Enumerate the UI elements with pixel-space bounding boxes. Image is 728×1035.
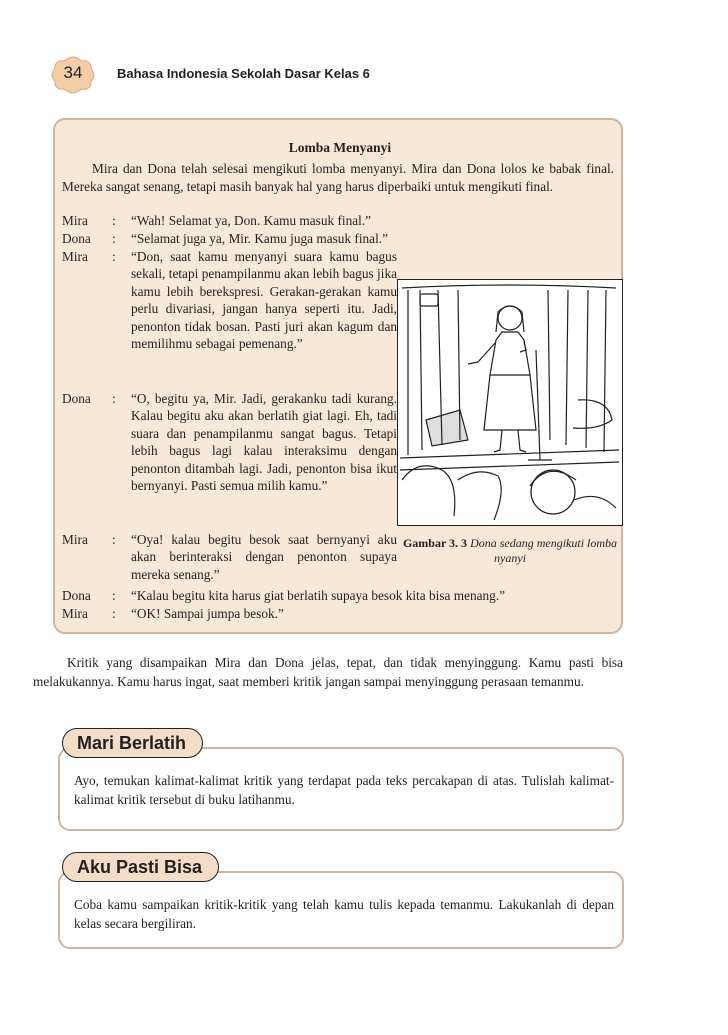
figure-caption [397,536,623,566]
speaker-colon: : [112,606,116,621]
speaker-colon: : [112,588,116,603]
figure-caption-text: Dona sedang mengikuti lomba nyanyi [470,536,618,565]
challenge-box [58,871,624,949]
story-intro: Mira dan Dona telah selesai mengikuti lomba menyanyi. Mira dan Dona lolos ke babak final. Mereka sangat senang, tetapi masih banyak hal yang harus diperbaiki untuk mengikuti final. [62,161,614,194]
page-number: 34 [63,63,83,82]
speaker-name: Mira [62,213,88,228]
speaker-name: Mira [62,532,88,547]
challenge-text: Coba kamu sampaikan kritik-kritik yang telah kamu tulis kepada temanmu. Lakukanlah di depan kelas secara bergiliran. [74,897,614,931]
speaker-colon: : [112,532,116,547]
speaker-colon: : [112,231,116,246]
exercise-heading: Mari Berlatih [62,728,203,758]
summary-paragraph: Kritik yang disampaikan Mira dan Dona jelas, tepat, dan tidak menyinggung. Kamu pasti bisa melakukannya. Kamu harus ingat, saat memberi kritik jangan sampai menyinggung perasaan temanmu. [33,655,623,689]
story-box [53,118,623,634]
dialogue-text: “Oya! kalau begitu besok saat bernyanyi aku akan berinteraksi dengan penonton supaya mereka senang.” [131,532,397,582]
dialogue-text: “Selamat juga ya, Mir. Kamu juga masuk final.” [131,231,389,246]
speaker-name: Mira [62,249,88,264]
dialogue-text: “OK! Sampai jumpa besok.” [131,606,284,621]
dialogue-text: “Kalau begitu kita harus giat berlatih supaya besok kita bisa menang.” [131,588,506,603]
dialogue-text: “Wah! Selamat ya, Don. Kamu masuk final.” [131,213,372,228]
figure-label: Gambar 3. 3 [402,536,468,550]
speaker-colon: : [112,391,116,406]
singing-contest-illustration [397,279,623,526]
speaker-name: Dona [62,391,91,406]
speaker-colon: : [112,249,116,264]
exercise-box [58,747,624,831]
speaker-colon: : [112,213,116,228]
challenge-heading: Aku Pasti Bisa [62,852,219,882]
page-number-badge [50,55,96,95]
dialogue-text: “O, begitu ya, Mir. Jadi, gerakanku tadi kurang. Kalau begitu aku akan berlatih giat lagi. Eh, tadi suara dan penampilanmu sangat bagus. Tetapi lebih bagus lagi kalau interaksimu dengan penonton ditambah lagi. Jadi, penonton bisa ikut bernyanyi. Pasti semua milih kamu.” [131,391,397,494]
story-title: Lomba Menyanyi [288,140,392,155]
speaker-name: Dona [62,231,91,246]
exercise-text: Ayo, temukan kalimat-kalimat kritik yang terdapat pada teks percakapan di atas. Tulislah kalimat-kalimat kritik tersebut di buku latihanmu. [74,773,614,807]
speaker-name: Dona [62,588,91,603]
speaker-name: Mira [62,606,88,621]
book-title: Bahasa Indonesia Sekolah Dasar Kelas 6 [117,66,370,81]
dialogue-text: “Don, saat kamu menyanyi suara kamu bagus sekali, tetapi penampilanmu akan lebih bagus jika kamu lebih berekspresi. Gerakan-gerakan kamu perlu divariasi, jangan hanya seperti itu. Jadi, penonton tidak bosan. Pasti juri akan kagum dan memilihmu sebagai pemenang.” [131,249,397,352]
